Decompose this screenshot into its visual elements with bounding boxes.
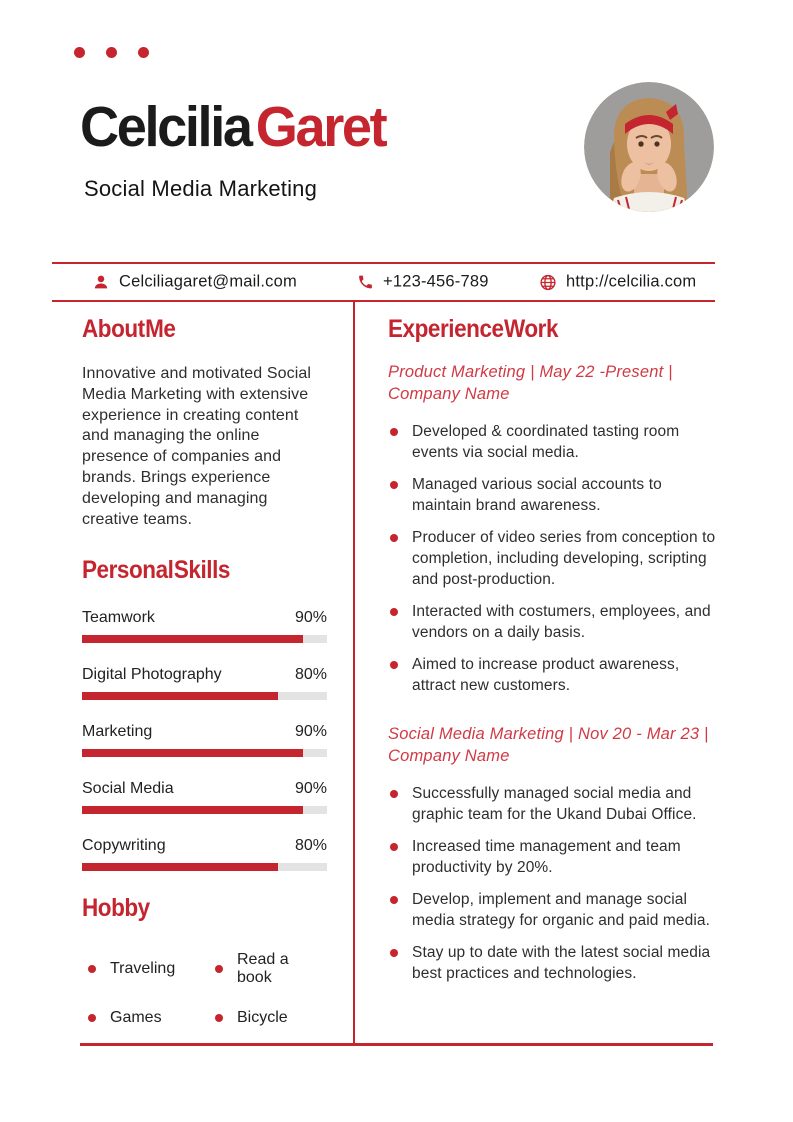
bullet-icon [88,1014,96,1022]
skill-percent: 90% [294,609,327,627]
about-text: Innovative and motivated Social Media Marketing with extensive experience in creating content and managing the online presence of companies and brands. Brings experience developing and managing creative teams. [82,365,312,528]
job-title-line1: Product Marketing | May 22 -Present | [388,363,673,381]
job-bullet-text: Successfully managed social media and graphic team for the Ukand Dubai Office. [412,785,697,823]
job-bullet [388,654,718,696]
bullet-icon [390,481,398,489]
bullet-icon [390,949,398,957]
skill-label: Marketing [82,723,153,741]
hobby-list [82,951,327,1027]
hobby-label: Read a book [237,951,289,987]
skill-bar-fill [82,635,303,643]
job-bullet-list [388,783,718,984]
bullet-icon [215,1014,223,1022]
job-bullet [388,601,718,643]
skill-row [82,723,327,757]
contact-email [92,273,297,292]
skill-percent: 80% [294,837,327,855]
decorative-dots [74,47,149,58]
job-bullet [388,836,718,878]
first-name: Celcilia [80,95,251,159]
bullet-icon [390,534,398,542]
skills-heading: Personal Skills [82,556,230,585]
skill-bar-fill [82,749,303,757]
hobby-label: Games [110,1009,162,1027]
hobby-label: Traveling [110,960,176,978]
contact-email-text: Celciliagaret@mail.com [119,272,297,291]
hobby-item [82,951,209,987]
skill-row [82,780,327,814]
bullet-icon [390,608,398,616]
right-column [388,315,718,995]
job-bullet-text: Stay up to date with the latest social media best practices and technologies. [412,944,711,982]
bullet-icon [88,965,96,973]
hobby-item [209,951,327,987]
contact-website-text: http://celcilia.com [566,272,697,291]
profile-photo [584,82,714,212]
skill-bar-fill [82,692,278,700]
skill-percent: 90% [294,723,327,741]
dot-icon [74,47,85,58]
skill-bar [82,863,327,871]
skill-bar [82,749,327,757]
hobby-heading: Hobby [82,894,150,923]
job-bullet-text: Interacted with costumers, employees, and vendors on a daily basis. [412,603,711,641]
job-bullet [388,527,718,590]
skill-label: Copywriting [82,837,166,855]
skill-percent: 80% [294,666,327,684]
skill-bar [82,635,327,643]
dot-icon [106,47,117,58]
bottom-divider [80,1043,713,1046]
skill-label: Teamwork [82,609,155,627]
skill-row [82,666,327,700]
skill-percent: 90% [294,780,327,798]
skill-bar-fill [82,806,303,814]
job-bullet [388,421,718,463]
job-bullet-text: Producer of video series from conception to completion, including developing, scripting and post-production. [412,529,716,588]
bullet-icon [390,428,398,436]
left-column [82,315,327,1027]
experience-entry [388,361,718,696]
job-title-line2: Company Name [388,385,510,403]
page-title [80,94,385,160]
experience-heading: Experience Work [388,315,559,343]
skill-bar-fill [82,863,278,871]
bullet-icon [215,965,223,973]
job-bullet [388,942,718,984]
job-bullet [388,783,718,825]
job-bullet [388,474,718,516]
bullet-icon [390,661,398,669]
job-subtitle: Social Media Marketing [84,176,318,201]
last-name: Garet [255,95,386,159]
column-divider [353,302,355,1043]
job-bullet-text: Aimed to increase product awareness, attract new customers. [412,656,680,694]
hobby-item [209,1009,327,1027]
job-title-line2: Company Name [388,747,510,765]
job-bullet-text: Developed & coordinated tasting room events via social media. [412,423,680,461]
contact-phone [357,273,489,292]
job-bullet-text: Increased time management and team productivity by 20%. [412,838,681,876]
bullet-icon [390,843,398,851]
job-bullet-text: Develop, implement and manage social media strategy for organic and paid media. [412,891,711,929]
bullet-icon [390,896,398,904]
job-bullet-list [388,421,718,696]
skill-bar [82,692,327,700]
contact-website [539,273,696,292]
hobby-label: Bicycle [237,1009,288,1027]
job-title [388,723,718,767]
experience-entry [388,723,718,984]
globe-icon [539,273,557,291]
hobby-item [82,1009,209,1027]
job-title-line1: Social Media Marketing | Nov 20 - Mar 23 | [388,725,709,743]
skill-row [82,609,327,643]
about-heading: About Me [82,315,176,343]
person-icon [92,273,110,291]
dot-icon [138,47,149,58]
job-bullet [388,889,718,931]
phone-icon [357,274,374,291]
skill-row [82,837,327,871]
skill-bar [82,806,327,814]
job-title [388,361,718,405]
job-bullet-text: Managed various social accounts to maintain brand awareness. [412,476,662,514]
skill-label: Social Media [82,780,174,798]
contact-phone-text: +123-456-789 [383,272,489,291]
skills-list [82,609,327,871]
skill-label: Digital Photography [82,666,222,684]
bullet-icon [390,790,398,798]
contact-bar [52,262,715,302]
